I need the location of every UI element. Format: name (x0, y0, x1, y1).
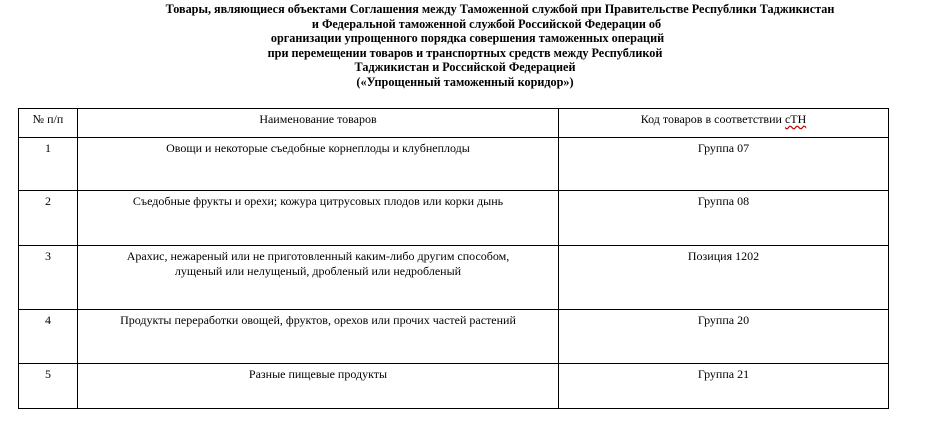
table-row (19, 364, 889, 409)
table-row (19, 310, 889, 364)
table-row (19, 191, 889, 246)
title-line: Таджикистан и Российской Федерацией (354, 60, 576, 75)
row-code: Позиция 1202 (559, 246, 889, 310)
title-line: («Упрощенный таможенный коридор») (356, 74, 574, 89)
header-code-main: Код товаров в соответствии (640, 112, 785, 126)
row-num: 1 (19, 138, 78, 191)
header-name: Наименование товаров (78, 109, 559, 138)
row-name: Разные пищевые продукты (78, 364, 559, 409)
row-num: 3 (19, 246, 78, 310)
row-name: Съедобные фрукты и орехи; кожура цитрусовых плодов или корки дынь (78, 191, 559, 246)
goods-table (18, 108, 889, 409)
header-code-tail: сТН (784, 112, 807, 126)
title-line: Товары, являющиеся объектами Соглашения между Таможенной службой при Правительстве Республики Таджикистан (165, 2, 835, 16)
title-line: организации упрощенного порядка совершения таможенных операций (270, 31, 665, 46)
row-num: 2 (19, 191, 78, 246)
document-title (0, 2, 930, 90)
row-name (78, 246, 559, 310)
table-header-row (19, 109, 889, 138)
table-row (19, 246, 889, 310)
row-name-line: Арахис, нежареный или не приготовленный каким-либо другим способом, (126, 249, 510, 263)
title-line: и Федеральной таможенной службой Российской Федерации об (311, 16, 662, 31)
row-num: 4 (19, 310, 78, 364)
row-num: 5 (19, 364, 78, 409)
row-code: Группа 07 (559, 138, 889, 191)
header-code (559, 109, 889, 138)
row-name: Овощи и некоторые съедобные корнеплоды и клубнеплоды (78, 138, 559, 191)
row-name-line: лущеный или нелущеный, дробленый или недробленый (174, 264, 462, 278)
row-code: Группа 08 (559, 191, 889, 246)
row-code: Группа 20 (559, 310, 889, 364)
title-line: при перемещении товаров и транспортных средств между Республикой (267, 45, 663, 60)
table-row (19, 138, 889, 191)
header-num: № п/п (19, 109, 78, 138)
row-name: Продукты переработки овощей, фруктов, орехов или прочих частей растений (78, 310, 559, 364)
row-code: Группа 21 (559, 364, 889, 409)
